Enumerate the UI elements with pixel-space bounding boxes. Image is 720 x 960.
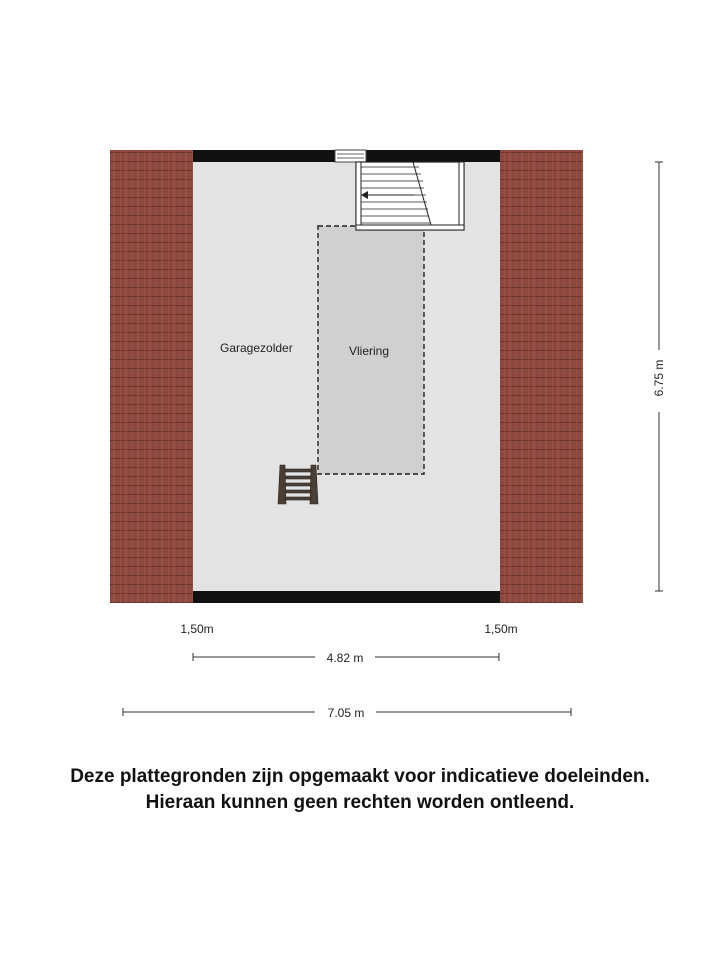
loft-ladder-icon	[278, 465, 318, 504]
top-wall-right	[366, 150, 500, 162]
right-roof-slope	[500, 150, 583, 603]
left-roof-dimension-label: 1,50m	[180, 622, 214, 636]
bottom-wall	[193, 591, 500, 603]
disclaimer-line-2: Hieraan kunnen geen rechten worden ontleend.	[145, 792, 575, 813]
disclaimer-line-1: Deze plattegronden zijn opgemaakt voor indicatieve doeleinden.	[70, 766, 650, 787]
room-label-vliering: Vliering	[349, 344, 390, 358]
height-dimension-label: 6.75 m	[652, 359, 666, 397]
inner-width-dimension-label: 4.82 m	[326, 651, 364, 665]
room-label-garagezolder: Garagezolder	[220, 341, 293, 355]
roof-window	[335, 150, 366, 162]
disclaimer	[0, 764, 720, 816]
staircase	[356, 162, 464, 230]
right-roof-dimension-label: 1,50m	[484, 622, 518, 636]
top-wall-left	[193, 150, 335, 162]
total-width-dimension-label: 7.05 m	[327, 706, 365, 720]
left-roof-slope	[110, 150, 193, 603]
